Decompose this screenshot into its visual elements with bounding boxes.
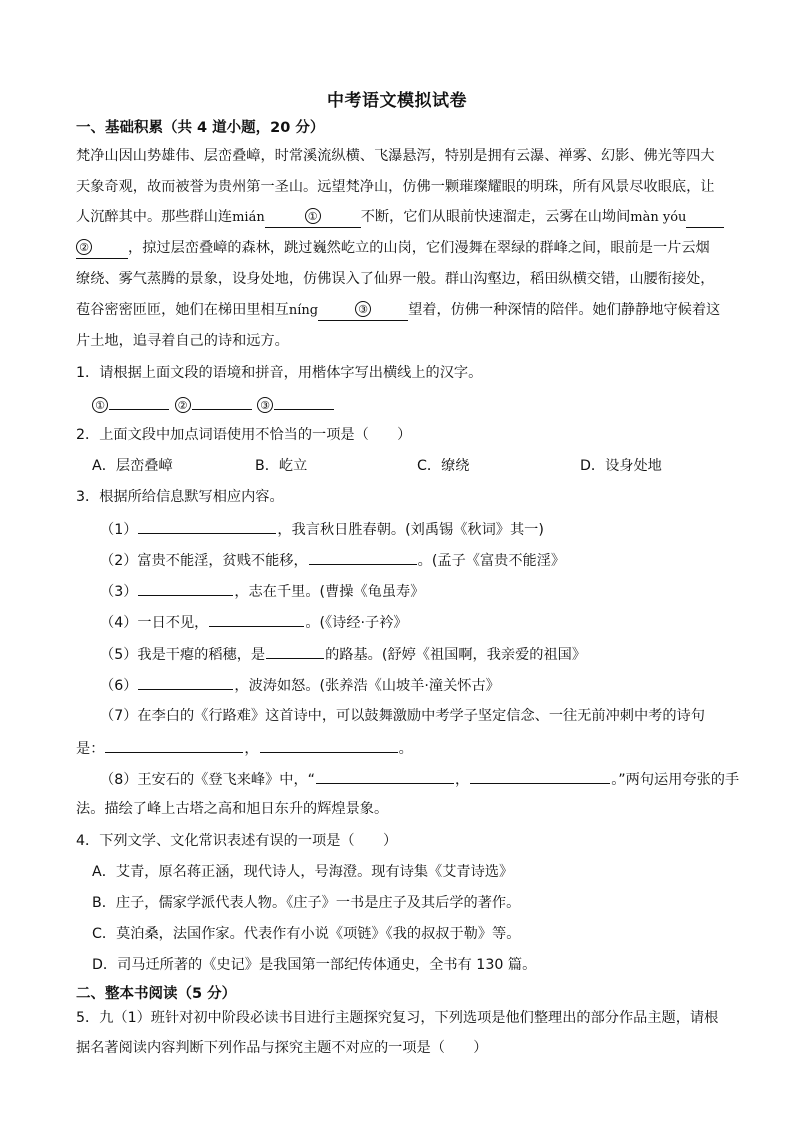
option-a[interactable]: A．层峦叠嶂 [92, 458, 173, 474]
recite-blank[interactable] [138, 518, 276, 534]
pinyin-hint-1: mián [232, 210, 265, 225]
option-d[interactable]: D．设身处地 [580, 458, 662, 474]
recite-blank[interactable] [260, 737, 398, 753]
blank-2 [76, 238, 128, 259]
recite-blank[interactable] [309, 549, 417, 565]
item-text: 。(《诗经·子衿》 [305, 615, 408, 631]
question-2-stem: 2．上面文段中加点词语使用不恰当的一项是（ ） [76, 427, 412, 443]
recite-blank[interactable] [105, 737, 243, 753]
recite-blank[interactable] [316, 768, 454, 784]
recite-blank[interactable] [138, 674, 233, 690]
recite-blank[interactable] [138, 580, 233, 596]
item-number: （4） [100, 615, 138, 631]
option-b[interactable]: B．屹立 [255, 458, 308, 474]
q4-option-a[interactable]: A．艾青，原名蒋正涵，现代诗人，号海澄。现有诗集《艾青诗选》 [92, 864, 514, 880]
q4-option-d[interactable]: D．司马迁所著的《史记》是我国第一部纪传体通史，全书有 130 篇。 [92, 957, 537, 973]
recite-item-4 [100, 611, 408, 633]
passage-text: 苞谷密密匝匝，她们在梯田里相互 [76, 302, 289, 318]
answer-blank-3[interactable] [274, 394, 334, 410]
passage-line-5: 缭绕、雾气蒸腾的景象，设身处地，仿佛误入了仙界一般。群山沟壑边，稻田纵横交错，山腰衔接处， [76, 271, 715, 287]
question-1-answers [92, 394, 335, 416]
recite-item-2 [100, 549, 565, 571]
recite-item-6 [100, 674, 500, 696]
item-text: （8）王安石的《登飞来峰》中，“ [100, 772, 316, 788]
passage-text: 人沉醉其中。那些群山连 [76, 209, 233, 225]
item-text: ， [455, 772, 470, 788]
blank-marker-1: ① [305, 208, 321, 224]
question-5-line-2: 据名著阅读内容判断下列作品与探究主题不对应的一项是（ ） [76, 1040, 488, 1056]
item-number: （2） [100, 553, 138, 569]
item-text: 是： [76, 741, 105, 757]
blank-3 [318, 300, 408, 321]
answer-marker-3: ③ [257, 397, 273, 413]
item-text: ，志在千里。(曹操《龟虽寿》 [234, 584, 425, 600]
recite-item-5 [100, 643, 586, 665]
item-text: 。”两句运用夸张的手 [611, 772, 740, 788]
recite-item-7-line-1: （7）在李白的《行路难》这首诗中，可以鼓舞激励中考学子坚定信念、一往无前冲刺中考的诗句 [100, 708, 705, 724]
blank-marker-3: ③ [355, 301, 371, 317]
section-heading-1: 一、基础积累（共 4 道小题，20 分） [76, 120, 325, 136]
item-text: ， [244, 741, 259, 757]
recite-item-7-line-2 [76, 737, 413, 759]
pinyin-hint-2: màn yóu [630, 210, 687, 225]
recite-blank[interactable] [470, 768, 610, 784]
item-text: 一日不见， [137, 615, 209, 631]
question-1-stem: 1．请根据上面文段的语境和拼音，用楷体字写出横线上的汉字。 [76, 365, 483, 381]
passage-line-2: 天象奇观，故而被誉为贵州第一圣山。远望梵净山，仿佛一颗璀璨耀眼的明珠，所有风景尽收眼底，让 [76, 179, 715, 195]
item-number: （6） [100, 678, 138, 694]
blank-1 [265, 207, 361, 228]
recite-item-3 [100, 580, 424, 602]
option-c[interactable]: C．缭绕 [417, 458, 470, 474]
question-4-stem: 4．下列文学、文化常识表述有误的一项是（ ） [76, 833, 398, 849]
q4-option-c[interactable]: C．莫泊桑，法国作家。代表作有小说《项链》《我的叔叔于勒》等。 [92, 926, 521, 942]
item-number: （3） [100, 584, 138, 600]
passage-text: 望着，仿佛一种深情的陪伴。她们静静地守候着这 [408, 302, 721, 318]
passage-line-7: 片土地，追寻着自己的诗和远方。 [76, 333, 289, 349]
item-text: 。(孟子《富贵不能淫》 [417, 553, 566, 569]
question-3-stem: 3．根据所给信息默写相应内容。 [76, 489, 284, 505]
answer-marker-2: ② [175, 397, 191, 413]
page-title: 中考语文模拟试卷 [327, 91, 467, 111]
passage-line-3 [76, 207, 724, 228]
item-number: （1） [100, 522, 138, 538]
recite-blank[interactable] [209, 611, 304, 627]
section-heading-2: 二、整本书阅读（5 分） [76, 986, 237, 1002]
item-text: 我是干瘪的稻穗，是 [137, 647, 266, 663]
answer-blank-2[interactable] [192, 394, 252, 410]
answer-marker-1: ① [92, 397, 108, 413]
passage-line-6 [76, 300, 720, 321]
recite-item-1 [100, 518, 544, 540]
item-text: 。 [398, 741, 413, 757]
blank-2-start [686, 207, 724, 228]
passage-text: ，掠过层峦叠嶂的森林，跳过巍然屹立的山岗，它们漫舞在翠绿的群峰之间，眼前是一片云烟 [128, 240, 710, 256]
pinyin-hint-3: níng [288, 303, 319, 318]
answer-blank-1[interactable] [109, 394, 169, 410]
item-number: （5） [100, 647, 138, 663]
item-text: ，波涛如怒。(张养浩《山坡羊·潼关怀古》 [234, 678, 500, 694]
item-text: 的路基。(舒婷《祖国啊，我亲爱的祖国》 [325, 647, 587, 663]
item-text: 富贵不能淫，贫贱不能移， [137, 553, 308, 569]
recite-item-8-line-2: 法。描绘了峰上古塔之高和旭日东升的辉煌景象。 [76, 801, 389, 817]
passage-line-1: 梵净山因山势雄伟、层峦叠嶂，时常溪流纵横、飞瀑悬泻，特别是拥有云瀑、禅雾、幻影、佛光等四大 [76, 148, 715, 164]
recite-item-8-line-1 [100, 768, 739, 790]
question-5-line-1: 5．九（1）班针对初中阶段必读书目进行主题探究复习，下列选项是他们整理出的部分作品主题，请根 [76, 1010, 719, 1026]
blank-marker-2: ② [76, 239, 92, 255]
recite-blank[interactable] [266, 643, 324, 659]
q4-option-b[interactable]: B．庄子，儒家学派代表人物。《庄子》一书是庄子及其后学的著作。 [92, 895, 521, 911]
passage-line-4 [76, 238, 710, 259]
item-text: ，我言秋日胜春朝。(刘禹锡《秋词》其一) [277, 522, 544, 538]
passage-text: 不断，它们从眼前快速溜走，云雾在山坳间 [360, 209, 631, 225]
